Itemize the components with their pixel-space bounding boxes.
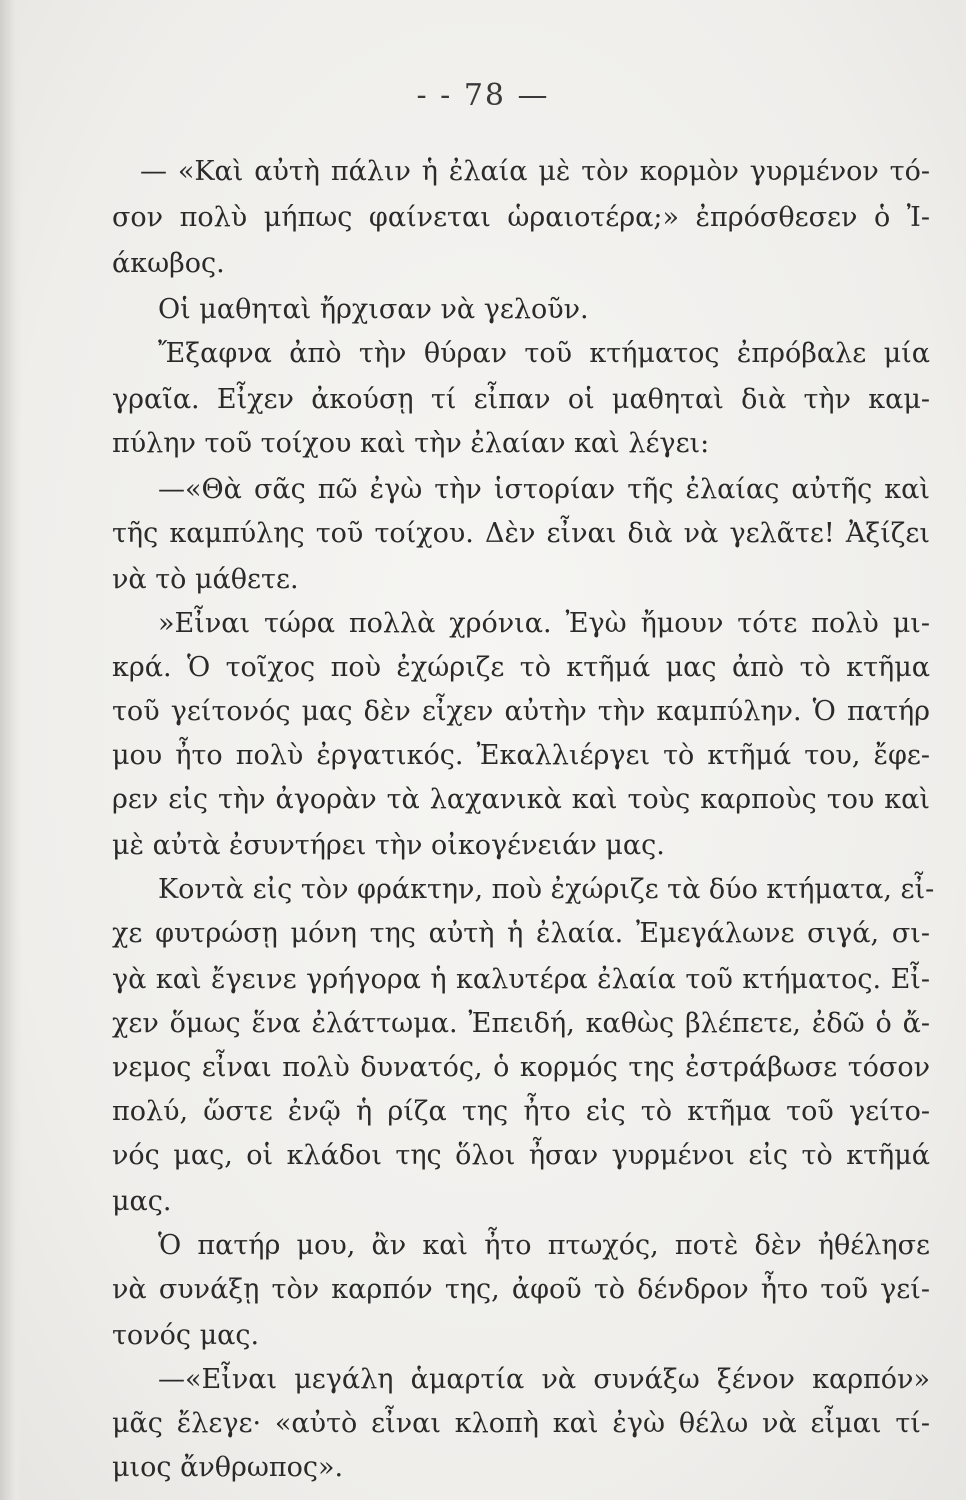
text-line: σον πολὺ μήπως φαίνεται ὡραιοτέρα;» ἐπρόσθεσεν ὁ Ἰ- [112, 202, 930, 233]
page-binding-edge [0, 0, 22, 1500]
text-line: Κοντὰ εἰς τὸν φράκτην, ποὺ ἐχώριζε τὰ δύο κτήματα, εἶ- [158, 874, 935, 905]
text-line: γὰ καὶ ἔγεινε γρήγορα ἡ καλυτέρα ἐλαία τοῦ κτήματος. Εἶ- [112, 964, 930, 995]
text-line: γραῖα. Εἶχεν ἀκούσῃ τί εἶπαν οἱ μαθηταὶ διὰ τὴν καμ- [112, 384, 930, 415]
text-line: ρεν εἰς τὴν ἀγορὰν τὰ λαχανικὰ καὶ τοὺς καρποὺς του καὶ [112, 784, 930, 815]
page-number: - - 78 — [416, 78, 550, 113]
text-line: μας. [112, 1186, 172, 1217]
text-line: νεμος εἶναι πολὺ δυνατός, ὁ κορμός της ἐστράβωσε τόσον [112, 1052, 930, 1083]
text-line: μιος ἄνθρωπος». [112, 1452, 344, 1483]
text-line: Ἔξαφνα ἀπὸ τὴν θύραν τοῦ κτήματος ἐπρόβαλε μία [158, 338, 930, 369]
text-line: —«Θὰ σᾶς πῶ ἐγὼ τὴν ἱστορίαν τῆς ἐλαίας αὐτῆς καὶ [158, 474, 930, 505]
text-line: άκωβος. [112, 248, 225, 279]
text-line: χε φυτρώσῃ μόνη της αὐτὴ ἡ ἐλαία. Ἐμεγάλωνε σιγά, σι- [112, 918, 930, 949]
text-line: νὰ συνάξῃ τὸν καρπόν της, ἀφοῦ τὸ δένδρον ἦτο τοῦ γεί- [112, 1274, 930, 1305]
text-line: »Εἶναι τώρα πολλὰ χρόνια. Ἐγὼ ἤμουν τότε πολὺ μι- [158, 608, 930, 639]
text-line: κρά. Ὁ τοῖχος ποὺ ἐχώριζε τὸ κτῆμά μας ἀπὸ τὸ κτῆμα [112, 652, 930, 683]
text-line: τῆς καμπύλης τοῦ τοίχου. Δὲν εἶναι διὰ νὰ γελᾶτε! Ἀξίζει [112, 518, 930, 549]
text-line: τοῦ γείτονός μας δὲν εἶχεν αὐτὴν τὴν καμπύλην. Ὁ πατήρ [112, 696, 930, 727]
text-line: μὲ αὐτὰ ἐσυντήρει τὴν οἰκογένειάν μας. [112, 830, 665, 861]
text-line: μου ἦτο πολὺ ἐργατικός. Ἐκαλλιέργει τὸ κτῆμά του, ἔφε- [112, 740, 930, 771]
text-line: — «Καὶ αὐτὴ πάλιν ἡ ἐλαία μὲ τὸν κορμὸν γυρμένον τό- [140, 156, 930, 187]
text-line: Ὁ πατήρ μου, ἂν καὶ ἦτο πτωχός, ποτὲ δὲν ἠθέλησε [158, 1230, 930, 1261]
text-line: νός μας, οἱ κλάδοι της ὅλοι ἦσαν γυρμένοι εἰς τὸ κτῆμά [112, 1140, 930, 1171]
text-line: νὰ τὸ μάθετε. [112, 564, 299, 595]
text-line: πύλην τοῦ τοίχου καὶ τὴν ἐλαίαν καὶ λέγει: [112, 428, 710, 459]
text-line: πολύ, ὥστε ἐνῷ ἡ ρίζα της ἦτο εἰς τὸ κτῆμα τοῦ γείτο- [112, 1096, 930, 1127]
text-line: χεν ὅμως ἕνα ἐλάττωμα. Ἐπειδή, καθὼς βλέπετε, ἐδῶ ὁ ἄ- [112, 1008, 930, 1039]
text-line: —«Εἶναι μεγάλη ἁμαρτία νὰ συνάξω ξένον καρπόν» [158, 1364, 930, 1395]
text-line: Οἱ μαθηταὶ ἤρχισαν νὰ γελοῦν. [158, 294, 589, 325]
text-line: μᾶς ἔλεγε· «αὐτὸ εἶναι κλοπὴ καὶ ἐγὼ θέλω νὰ εἶμαι τί- [112, 1408, 930, 1439]
text-line: τονός μας. [112, 1320, 260, 1351]
